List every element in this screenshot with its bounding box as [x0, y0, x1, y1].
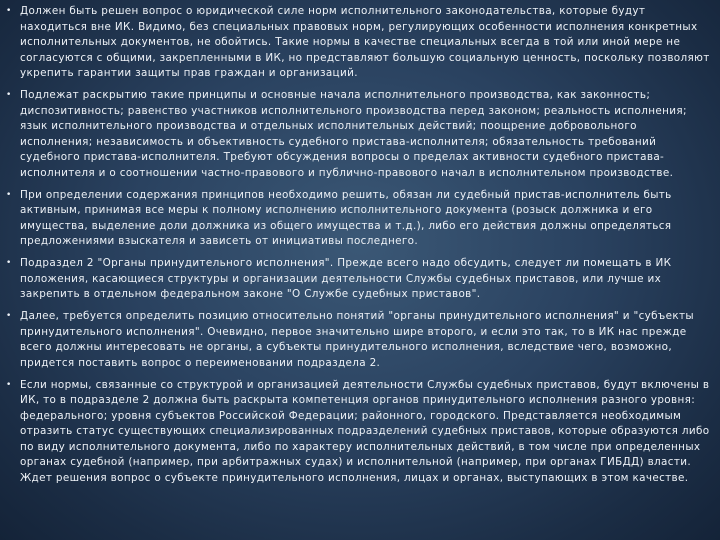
bullet-item [6, 4, 712, 82]
bullet-marker: • [6, 6, 12, 16]
slide-content [6, 4, 712, 493]
bullet-marker: • [6, 379, 12, 390]
bullet-marker: • [6, 258, 12, 268]
bullet-text: При определении содержания принципов необходимо решить, обязан ли судебный пристав-исполнитель быть активным, принимая все меры к полному исполнению исполнительного документа (розыск должника и его имущества, выделение доли должника из общего имущества и т.д.), либо его действия должны определяться предложениями взыскателя и зависеть от инициативы последнего. [20, 188, 672, 247]
bullet-text: Если нормы, связанные со структурой и организацией деятельности Службы судебных приставов, будут включены в ИК, то в подразделе 2 должна быть раскрыта компетенция органов принудительного исполнения разного уровня: федерального; уровня субъектов Российской Федерации; районного, городского. Представляется необходимым отразить статус существующих специализированных подразделений судебных приставов, которые образуются либо по виду исполнительного документа, либо по характеру исполнительных действий, в том числе при определенных органах судебной (например, при арбитражных судах) и исполнительной (например, при органах ГИБДД) власти. Ждет решения вопрос о субъекте принудительного исполнения, лицах и органах, выступающих в этом качестве. [20, 378, 710, 484]
bullet-item [6, 378, 712, 487]
bullet-marker: • [6, 189, 12, 200]
bullet-text: Далее, требуется определить позицию относительно понятий "органы принудительного исполнения" и "субъекты принудительного исполнения". Очевидно, первое значительно шире второго, и если это так, то в ИК нас прежде всего должны интересовать не органы, а субъекты принудительного исполнения, вследствие чего, возможно, придется поставить вопрос о переименовании подраздела 2. [20, 310, 694, 369]
bullet-item [6, 188, 712, 250]
bullet-text: Должен быть решен вопрос о юридической силе норм исполнительного законодательства, которые будут находиться вне ИК. Видимо, без специальных правовых норм, регулирующих особенности исполнения конкретных исполнительных документов, не обойтись. Такие нормы в качестве специальных всегда в той или иной мере не согласуются с общими, закрепленными в ИК, но представляют большую социальную ценность, поскольку позволяют укрепить гарантии защиты прав граждан и организаций. [20, 5, 710, 79]
bullet-item [6, 88, 712, 181]
bullet-marker: • [6, 311, 12, 321]
bullet-item [6, 256, 712, 303]
bullet-text: Подраздел 2 "Органы принудительного исполнения". Прежде всего надо обсудить, следует ли помещать в ИК положения, касающиеся структуры и организации деятельности Службы судебных приставов, или лучше их закрепить в отдельном федеральном законе "О Службе судебных приставов". [20, 257, 672, 300]
bullet-marker: • [6, 90, 12, 100]
bullet-item [6, 309, 712, 371]
bullet-text: Подлежат раскрытию такие принципы и основные начала исполнительного производства, как законность; диспозитивность; равенство участников исполнительного производства перед законом; реальность исполнения; язык исполнительного производства и отдельных исполнительных действий; поощрение добровольного исполнения; независимость и объективность судебного пристава-исполнителя; обязательность требований судебного пристава-исполнителя. Требуют обсуждения вопросы о пределах активности судебного пристава-исполнителя и о соотношении частно-правового и публично-правового начал в исполнительном производстве. [20, 89, 687, 179]
